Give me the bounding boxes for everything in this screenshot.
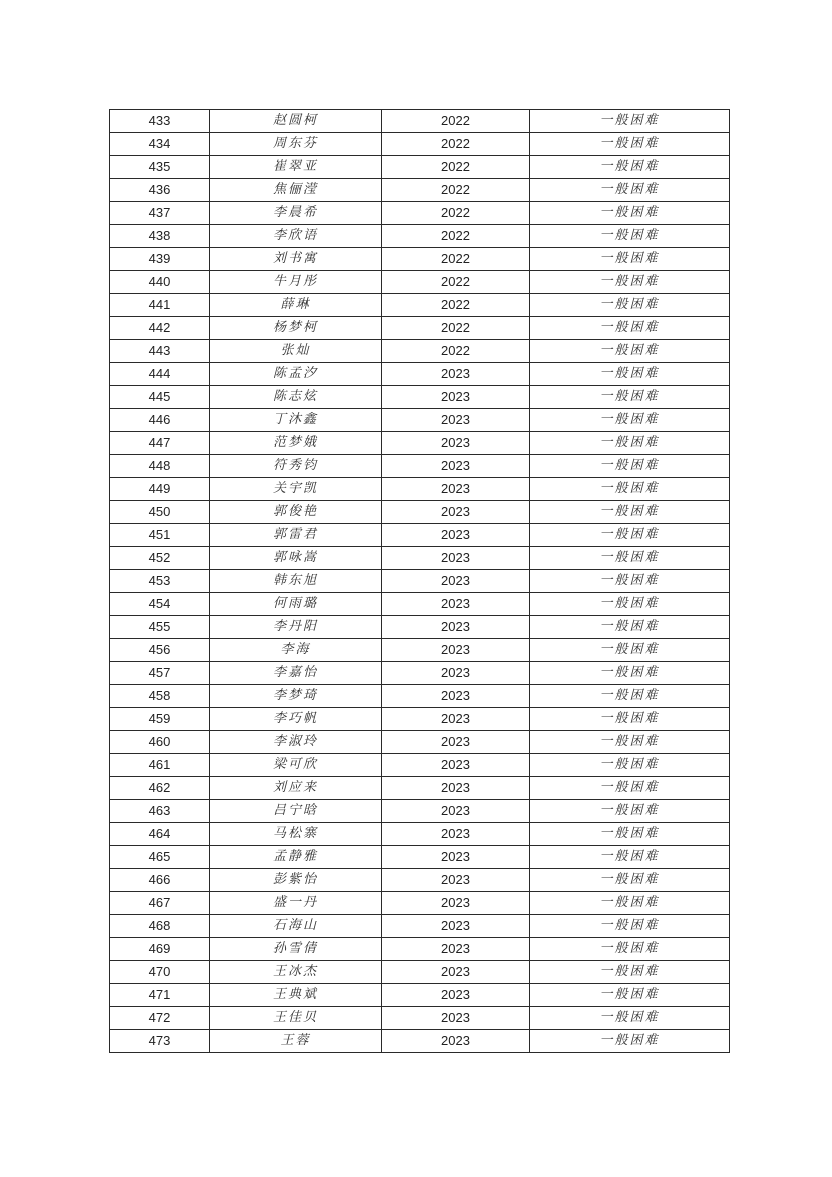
year-cell: 2023 bbox=[382, 1030, 530, 1053]
year-cell: 2023 bbox=[382, 409, 530, 432]
student-name-cell: 马松寨 bbox=[210, 823, 382, 846]
difficulty-level-cell: 一般困难 bbox=[530, 869, 730, 892]
table-body bbox=[110, 110, 730, 1053]
table-row bbox=[110, 294, 730, 317]
difficulty-level-cell: 一般困难 bbox=[530, 800, 730, 823]
year-cell: 2023 bbox=[382, 363, 530, 386]
difficulty-level-cell: 一般困难 bbox=[530, 662, 730, 685]
difficulty-level-cell: 一般困难 bbox=[530, 984, 730, 1007]
table-row bbox=[110, 869, 730, 892]
student-name-cell: 梁可欣 bbox=[210, 754, 382, 777]
student-name-cell: 孟静雅 bbox=[210, 846, 382, 869]
row-number-cell: 442 bbox=[110, 317, 210, 340]
table-row bbox=[110, 133, 730, 156]
row-number-cell: 453 bbox=[110, 570, 210, 593]
row-number-cell: 439 bbox=[110, 248, 210, 271]
year-cell: 2022 bbox=[382, 294, 530, 317]
difficulty-level-cell: 一般困难 bbox=[530, 202, 730, 225]
student-name-cell: 李梦琦 bbox=[210, 685, 382, 708]
table-row bbox=[110, 639, 730, 662]
row-number-cell: 448 bbox=[110, 455, 210, 478]
table-row bbox=[110, 179, 730, 202]
table-row bbox=[110, 547, 730, 570]
table-row bbox=[110, 892, 730, 915]
year-cell: 2023 bbox=[382, 685, 530, 708]
table-row bbox=[110, 731, 730, 754]
table-row bbox=[110, 432, 730, 455]
table-row bbox=[110, 938, 730, 961]
row-number-cell: 462 bbox=[110, 777, 210, 800]
difficulty-level-cell: 一般困难 bbox=[530, 547, 730, 570]
student-name-cell: 郭雷君 bbox=[210, 524, 382, 547]
row-number-cell: 435 bbox=[110, 156, 210, 179]
difficulty-level-cell: 一般困难 bbox=[530, 133, 730, 156]
row-number-cell: 460 bbox=[110, 731, 210, 754]
row-number-cell: 454 bbox=[110, 593, 210, 616]
row-number-cell: 441 bbox=[110, 294, 210, 317]
row-number-cell: 465 bbox=[110, 846, 210, 869]
row-number-cell: 463 bbox=[110, 800, 210, 823]
difficulty-level-cell: 一般困难 bbox=[530, 409, 730, 432]
table-row bbox=[110, 984, 730, 1007]
difficulty-level-cell: 一般困难 bbox=[530, 225, 730, 248]
student-name-cell: 王冰杰 bbox=[210, 961, 382, 984]
year-cell: 2023 bbox=[382, 938, 530, 961]
student-name-cell: 李欣语 bbox=[210, 225, 382, 248]
difficulty-level-cell: 一般困难 bbox=[530, 639, 730, 662]
difficulty-level-cell: 一般困难 bbox=[530, 1007, 730, 1030]
year-cell: 2023 bbox=[382, 800, 530, 823]
year-cell: 2022 bbox=[382, 248, 530, 271]
difficulty-level-cell: 一般困难 bbox=[530, 823, 730, 846]
year-cell: 2023 bbox=[382, 386, 530, 409]
difficulty-level-cell: 一般困难 bbox=[530, 432, 730, 455]
difficulty-level-cell: 一般困难 bbox=[530, 846, 730, 869]
difficulty-level-cell: 一般困难 bbox=[530, 708, 730, 731]
student-name-cell: 王蓉 bbox=[210, 1030, 382, 1053]
year-cell: 2022 bbox=[382, 202, 530, 225]
table-row bbox=[110, 386, 730, 409]
difficulty-level-cell: 一般困难 bbox=[530, 685, 730, 708]
row-number-cell: 468 bbox=[110, 915, 210, 938]
difficulty-level-cell: 一般困难 bbox=[530, 110, 730, 133]
table-row bbox=[110, 501, 730, 524]
table-row bbox=[110, 363, 730, 386]
year-cell: 2022 bbox=[382, 225, 530, 248]
row-number-cell: 452 bbox=[110, 547, 210, 570]
student-name-cell: 李丹阳 bbox=[210, 616, 382, 639]
student-name-cell: 丁沐鑫 bbox=[210, 409, 382, 432]
year-cell: 2023 bbox=[382, 1007, 530, 1030]
student-name-cell: 石海山 bbox=[210, 915, 382, 938]
difficulty-level-cell: 一般困难 bbox=[530, 961, 730, 984]
table-row bbox=[110, 478, 730, 501]
student-name-cell: 盛一丹 bbox=[210, 892, 382, 915]
student-name-cell: 关宇凯 bbox=[210, 478, 382, 501]
student-name-cell: 赵圆柯 bbox=[210, 110, 382, 133]
year-cell: 2022 bbox=[382, 179, 530, 202]
year-cell: 2023 bbox=[382, 432, 530, 455]
student-name-cell: 杨梦柯 bbox=[210, 317, 382, 340]
table-row bbox=[110, 225, 730, 248]
student-name-cell: 彭紫怡 bbox=[210, 869, 382, 892]
row-number-cell: 445 bbox=[110, 386, 210, 409]
row-number-cell: 436 bbox=[110, 179, 210, 202]
row-number-cell: 456 bbox=[110, 639, 210, 662]
year-cell: 2023 bbox=[382, 455, 530, 478]
table-row bbox=[110, 202, 730, 225]
year-cell: 2022 bbox=[382, 156, 530, 179]
student-name-cell: 李巧帆 bbox=[210, 708, 382, 731]
difficulty-level-cell: 一般困难 bbox=[530, 363, 730, 386]
row-number-cell: 467 bbox=[110, 892, 210, 915]
student-name-cell: 张灿 bbox=[210, 340, 382, 363]
year-cell: 2022 bbox=[382, 271, 530, 294]
student-aid-table bbox=[109, 109, 730, 1053]
student-name-cell: 韩东旭 bbox=[210, 570, 382, 593]
difficulty-level-cell: 一般困难 bbox=[530, 915, 730, 938]
table-row bbox=[110, 271, 730, 294]
row-number-cell: 472 bbox=[110, 1007, 210, 1030]
difficulty-level-cell: 一般困难 bbox=[530, 478, 730, 501]
table-row bbox=[110, 570, 730, 593]
year-cell: 2023 bbox=[382, 984, 530, 1007]
row-number-cell: 449 bbox=[110, 478, 210, 501]
row-number-cell: 438 bbox=[110, 225, 210, 248]
difficulty-level-cell: 一般困难 bbox=[530, 524, 730, 547]
difficulty-level-cell: 一般困难 bbox=[530, 340, 730, 363]
student-name-cell: 陈孟汐 bbox=[210, 363, 382, 386]
difficulty-level-cell: 一般困难 bbox=[530, 294, 730, 317]
row-number-cell: 447 bbox=[110, 432, 210, 455]
student-name-cell: 陈志炫 bbox=[210, 386, 382, 409]
student-name-cell: 刘书寓 bbox=[210, 248, 382, 271]
year-cell: 2023 bbox=[382, 501, 530, 524]
table-row bbox=[110, 823, 730, 846]
year-cell: 2022 bbox=[382, 110, 530, 133]
student-name-cell: 刘应来 bbox=[210, 777, 382, 800]
year-cell: 2023 bbox=[382, 570, 530, 593]
difficulty-level-cell: 一般困难 bbox=[530, 248, 730, 271]
student-name-cell: 吕宁晗 bbox=[210, 800, 382, 823]
year-cell: 2022 bbox=[382, 317, 530, 340]
difficulty-level-cell: 一般困难 bbox=[530, 156, 730, 179]
row-number-cell: 451 bbox=[110, 524, 210, 547]
difficulty-level-cell: 一般困难 bbox=[530, 1030, 730, 1053]
table-row bbox=[110, 616, 730, 639]
table-row bbox=[110, 593, 730, 616]
year-cell: 2023 bbox=[382, 524, 530, 547]
row-number-cell: 473 bbox=[110, 1030, 210, 1053]
year-cell: 2023 bbox=[382, 823, 530, 846]
student-name-cell: 郭咏嵩 bbox=[210, 547, 382, 570]
row-number-cell: 461 bbox=[110, 754, 210, 777]
row-number-cell: 437 bbox=[110, 202, 210, 225]
student-name-cell: 李淑玲 bbox=[210, 731, 382, 754]
table-row bbox=[110, 777, 730, 800]
difficulty-level-cell: 一般困难 bbox=[530, 501, 730, 524]
table-row bbox=[110, 754, 730, 777]
table-row bbox=[110, 846, 730, 869]
student-name-cell: 王典斌 bbox=[210, 984, 382, 1007]
table-row bbox=[110, 409, 730, 432]
difficulty-level-cell: 一般困难 bbox=[530, 179, 730, 202]
row-number-cell: 459 bbox=[110, 708, 210, 731]
year-cell: 2023 bbox=[382, 639, 530, 662]
row-number-cell: 469 bbox=[110, 938, 210, 961]
difficulty-level-cell: 一般困难 bbox=[530, 892, 730, 915]
table-row bbox=[110, 800, 730, 823]
row-number-cell: 464 bbox=[110, 823, 210, 846]
student-name-cell: 牛月彤 bbox=[210, 271, 382, 294]
table-row bbox=[110, 455, 730, 478]
row-number-cell: 443 bbox=[110, 340, 210, 363]
student-name-cell: 李海 bbox=[210, 639, 382, 662]
table-row bbox=[110, 915, 730, 938]
row-number-cell: 458 bbox=[110, 685, 210, 708]
table-row bbox=[110, 708, 730, 731]
difficulty-level-cell: 一般困难 bbox=[530, 938, 730, 961]
student-name-cell: 王佳贝 bbox=[210, 1007, 382, 1030]
table-row bbox=[110, 685, 730, 708]
year-cell: 2023 bbox=[382, 915, 530, 938]
table-row bbox=[110, 961, 730, 984]
year-cell: 2023 bbox=[382, 846, 530, 869]
difficulty-level-cell: 一般困难 bbox=[530, 386, 730, 409]
table-row bbox=[110, 156, 730, 179]
row-number-cell: 455 bbox=[110, 616, 210, 639]
row-number-cell: 434 bbox=[110, 133, 210, 156]
student-name-cell: 李晨希 bbox=[210, 202, 382, 225]
difficulty-level-cell: 一般困难 bbox=[530, 271, 730, 294]
table-row bbox=[110, 1007, 730, 1030]
difficulty-level-cell: 一般困难 bbox=[530, 616, 730, 639]
year-cell: 2023 bbox=[382, 616, 530, 639]
row-number-cell: 470 bbox=[110, 961, 210, 984]
row-number-cell: 440 bbox=[110, 271, 210, 294]
student-name-cell: 薛琳 bbox=[210, 294, 382, 317]
row-number-cell: 444 bbox=[110, 363, 210, 386]
difficulty-level-cell: 一般困难 bbox=[530, 317, 730, 340]
row-number-cell: 433 bbox=[110, 110, 210, 133]
year-cell: 2022 bbox=[382, 133, 530, 156]
student-name-cell: 何雨璐 bbox=[210, 593, 382, 616]
year-cell: 2023 bbox=[382, 961, 530, 984]
year-cell: 2023 bbox=[382, 662, 530, 685]
year-cell: 2023 bbox=[382, 708, 530, 731]
row-number-cell: 457 bbox=[110, 662, 210, 685]
year-cell: 2023 bbox=[382, 777, 530, 800]
student-name-cell: 符秀钧 bbox=[210, 455, 382, 478]
student-name-cell: 崔翠亚 bbox=[210, 156, 382, 179]
year-cell: 2022 bbox=[382, 340, 530, 363]
table-row bbox=[110, 1030, 730, 1053]
row-number-cell: 446 bbox=[110, 409, 210, 432]
year-cell: 2023 bbox=[382, 869, 530, 892]
student-name-cell: 郭俊艳 bbox=[210, 501, 382, 524]
difficulty-level-cell: 一般困难 bbox=[530, 570, 730, 593]
table-row bbox=[110, 317, 730, 340]
year-cell: 2023 bbox=[382, 593, 530, 616]
year-cell: 2023 bbox=[382, 754, 530, 777]
row-number-cell: 450 bbox=[110, 501, 210, 524]
difficulty-level-cell: 一般困难 bbox=[530, 754, 730, 777]
year-cell: 2023 bbox=[382, 478, 530, 501]
table-row bbox=[110, 662, 730, 685]
table-row bbox=[110, 524, 730, 547]
difficulty-level-cell: 一般困难 bbox=[530, 731, 730, 754]
year-cell: 2023 bbox=[382, 547, 530, 570]
student-name-cell: 周东芬 bbox=[210, 133, 382, 156]
year-cell: 2023 bbox=[382, 892, 530, 915]
row-number-cell: 466 bbox=[110, 869, 210, 892]
difficulty-level-cell: 一般困难 bbox=[530, 777, 730, 800]
student-name-cell: 范梦娥 bbox=[210, 432, 382, 455]
student-name-cell: 孙雪倩 bbox=[210, 938, 382, 961]
difficulty-level-cell: 一般困难 bbox=[530, 593, 730, 616]
table-row bbox=[110, 110, 730, 133]
table-row bbox=[110, 248, 730, 271]
student-name-cell: 焦俪滢 bbox=[210, 179, 382, 202]
difficulty-level-cell: 一般困难 bbox=[530, 455, 730, 478]
student-name-cell: 李嘉怡 bbox=[210, 662, 382, 685]
table-row bbox=[110, 340, 730, 363]
row-number-cell: 471 bbox=[110, 984, 210, 1007]
year-cell: 2023 bbox=[382, 731, 530, 754]
